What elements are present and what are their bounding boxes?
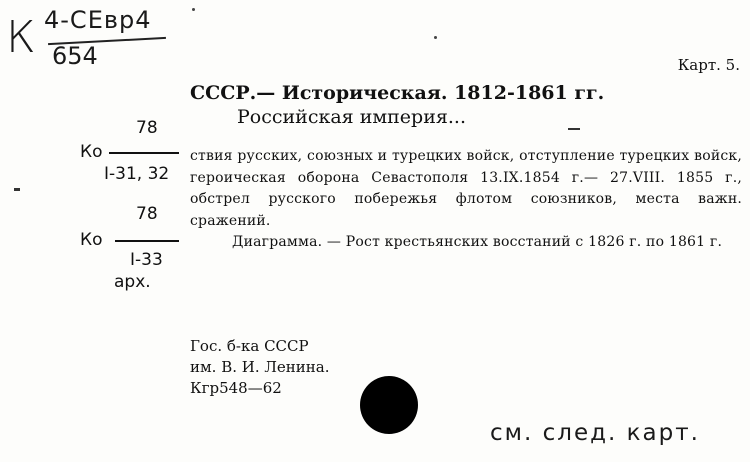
call-number-1-bottom: I-31, 32 bbox=[104, 164, 170, 184]
card-title: СССР.— Историческая. 1812-1861 гг. bbox=[190, 82, 605, 104]
library-stamp-line: Кгр548—62 bbox=[190, 379, 282, 397]
call-number-2-bottom: I-33 bbox=[130, 250, 163, 270]
library-stamp-line: им. В. И. Ленина. bbox=[190, 358, 330, 376]
call-number-2-note: арх. bbox=[114, 272, 151, 292]
mark-speck bbox=[434, 36, 437, 39]
mark-dash bbox=[568, 128, 580, 130]
call-number-2-prefix: Ко bbox=[80, 230, 103, 250]
mark-speck bbox=[192, 8, 195, 11]
card-subtitle: Российская империя... bbox=[237, 106, 466, 128]
punch-hole bbox=[360, 376, 418, 434]
see-next-card-note: см. след. карт. bbox=[490, 420, 700, 446]
diagram-note: Диаграмма. — Рост крестьянских восстаний с 1826 г. по 1861 г. bbox=[232, 234, 723, 250]
call-number-1-top: 78 bbox=[136, 118, 158, 138]
mark-dash bbox=[14, 188, 20, 191]
shelfmark-number: 654 bbox=[52, 42, 98, 70]
description-paragraph: ствия русских, союзных и турецких войск, отступление турецких войск, героическая оборона Севастополя 13.IX.1854 г.— 27.VIII. 1855 г., обстрел русского побережья флотом союзников, места важн. сражений. bbox=[190, 148, 742, 229]
call-number-1-prefix: Ко bbox=[80, 142, 103, 162]
card-description bbox=[190, 146, 742, 254]
shelfmark-code: 4-СЕвр4 bbox=[44, 6, 152, 34]
shelfmark-letter: К bbox=[6, 12, 36, 63]
library-stamp-line: Гос. б-ка СССР bbox=[190, 337, 309, 355]
call-number-2-rule bbox=[115, 240, 179, 242]
call-number-1-rule bbox=[109, 152, 179, 154]
card-number: Карт. 5. bbox=[677, 56, 740, 74]
call-number-2-top: 78 bbox=[136, 204, 158, 224]
